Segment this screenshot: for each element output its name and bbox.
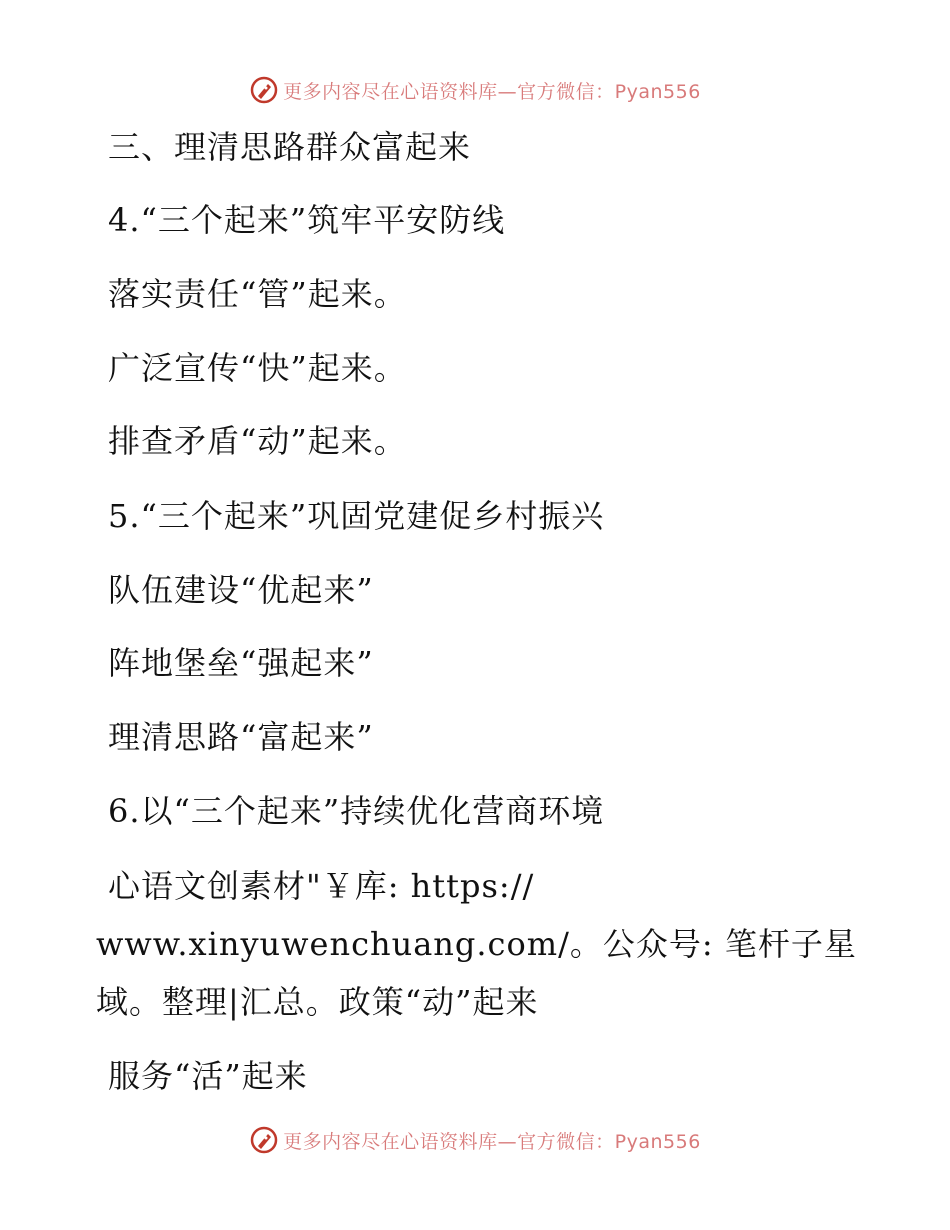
body-line: 广泛宣传“快”起来。	[108, 349, 407, 387]
body-line: 心语文创素材"￥库: https://	[108, 867, 535, 905]
numbered-heading-5: 5.“三个起来”巩固党建促乡村振兴	[108, 497, 605, 535]
body-line: 服务“活”起来	[108, 1057, 308, 1095]
section-heading: 三、理清思路群众富起来	[108, 128, 472, 166]
body-line: 阵地堡垒“强起来”	[108, 644, 374, 682]
body-line: www.xinyuwenchuang.com/。公众号: 笔杆子星	[96, 925, 857, 963]
body-line: 排查矛盾“动”起来。	[108, 422, 407, 460]
watermark-banner-top	[0, 72, 950, 108]
pen-nib-logo-icon	[249, 75, 279, 105]
body-line: 域。整理|汇总。政策“动”起来	[96, 983, 539, 1021]
pen-nib-logo-icon	[249, 1125, 279, 1155]
body-line: 落实责任“管”起来。	[108, 275, 407, 313]
watermark-text: 更多内容尽在心语资料库—官方微信：Pyan556	[283, 80, 701, 103]
watermark-text: 更多内容尽在心语资料库—官方微信：Pyan556	[283, 1130, 701, 1153]
body-line: 理清思路“富起来”	[108, 718, 374, 756]
numbered-heading-4: 4.“三个起来”筑牢平安防线	[108, 201, 506, 239]
numbered-heading-6: 6.以“三个起来”持续优化营商环境	[108, 792, 605, 830]
watermark-banner-bottom	[0, 1122, 950, 1158]
body-line: 队伍建设“优起来”	[108, 571, 374, 609]
